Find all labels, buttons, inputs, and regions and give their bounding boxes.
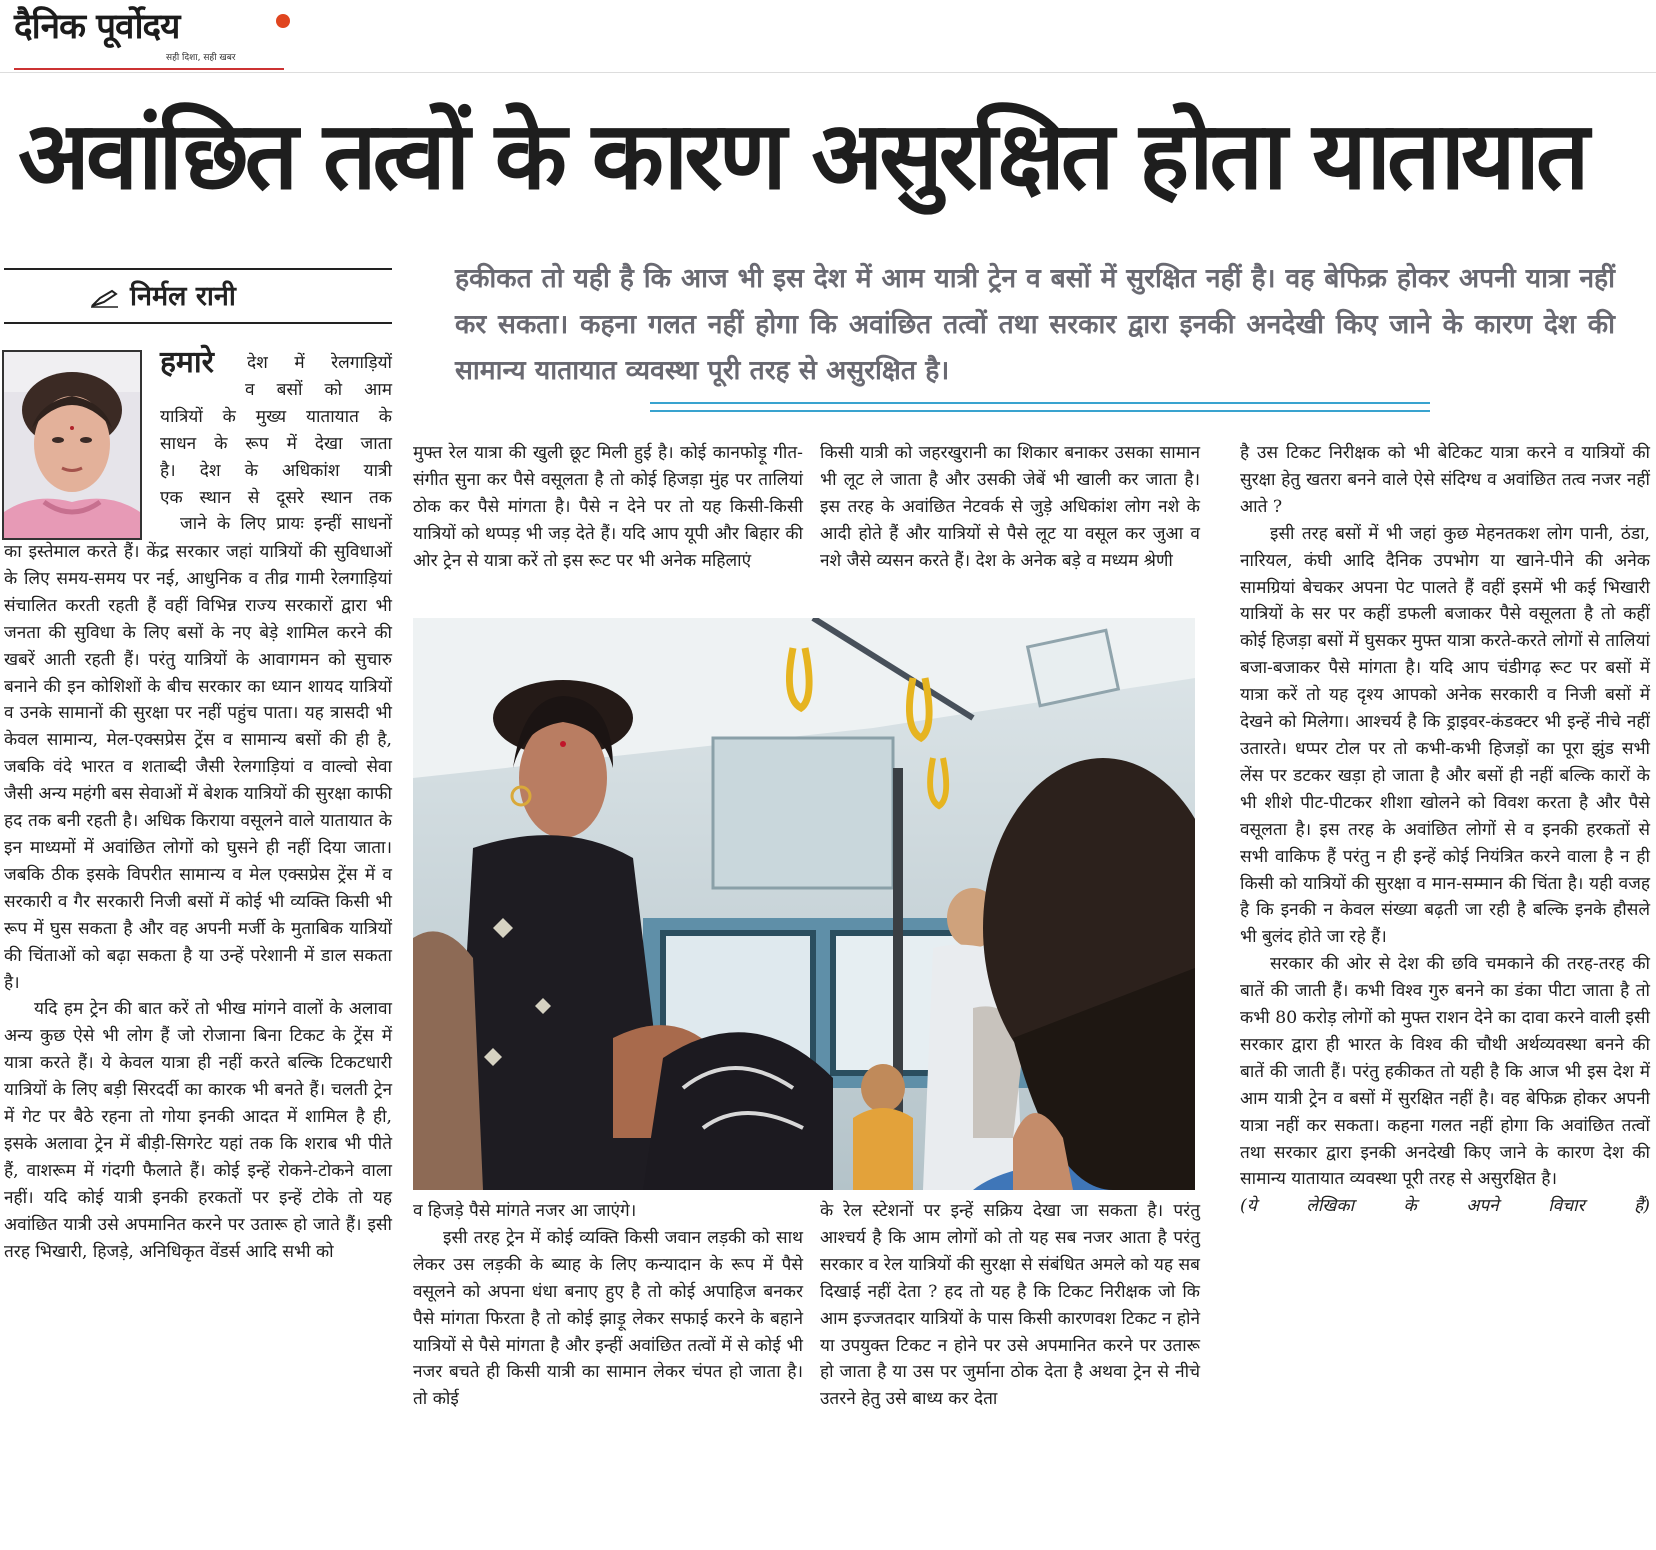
- intro-line-0: देश में रेलगाड़ियों: [247, 353, 392, 373]
- author-note: (ये लेखिका के अपने विचार हैं): [1240, 1196, 1650, 1217]
- deck-rule-1: [650, 402, 1430, 404]
- column-1-para-2: यदि हम ट्रेन की बात करें तो भीख मांगने वालों के अलावा अन्य कुछ ऐसे भी लोग हैं जो रोजाना बिना टिकट के ट्रेंस में यात्रा करते हैं। ये केवल यात्रा ही नहीं करते बल्कि टिकटधारी यात्रियों के लिए बड़ी सिरदर्दी का कारक भी बनते हैं। चलती ट्रेन में गेट पर बैठे रहना तो गोया इनकी आदत में शामिल है ही, इसके अलावा ट्रेन में बीड़ी-सिगरेट यहां तक कि शराब भी पीते हैं, वाशरूम में गंदगी फैलाते हैं। कोई इन्हें रोकने-टोकने वाला नहीं। यदि कोई यात्री इनकी हरकतों पर इन्हें टोके तो यह अवांछित यात्री उसे अपमानित करने पर उतारू हो जाते हैं। इसी तरह भिखारी, हिजड़े, अनिधिकृत वेंडर्स आदि सभी को: [4, 999, 392, 1262]
- deck-rule-2: [650, 410, 1430, 412]
- column-4: [1240, 440, 1650, 1220]
- column-3-top: [820, 440, 1200, 575]
- dropcap-word: हमारे: [160, 345, 214, 380]
- column-2-bottom-line: व हिजड़े पैसे मांगते नजर आ जाएंगे।: [413, 1201, 637, 1221]
- column-1-body: [4, 539, 392, 1265]
- column-1-intro: [160, 345, 392, 538]
- bus-photo: [413, 618, 1195, 1190]
- column-2-top: [413, 440, 803, 575]
- intro-line-6: जाने के लिए प्रायः इन्हीं साधनों: [180, 514, 392, 535]
- masthead-dot-icon: [276, 14, 290, 28]
- byline-rule-bottom: [4, 322, 392, 324]
- masthead-tagline: सही दिशा, सही खबर: [166, 53, 236, 63]
- intro-line-4: है। देश के अधिकांश यात्री: [160, 460, 392, 481]
- column-4-para-0: है उस टिकट निरीक्षक को भी बेटिकट यात्रा करने व यात्रियों की सुरक्षा हेतु खतरा बनने वाले ऐसे संदिग्ध व अवांछित तत्व नजर नहीं आते ?: [1240, 443, 1650, 517]
- column-2-bottom-para: इसी तरह ट्रेन में कोई व्यक्ति किसी जवान लड़की को साथ लेकर उस लड़की के ब्याह के लिए कन्यादान के रूप में पैसे वसूलने को अपना धंधा बनाए हुए है तो कोई अपाहिज बनकर पैसे मांगता फिरता है तो कोई झाड़ू लेकर सफाई करने के बहाने यात्रियों से पैसे मांगता है और इन्हीं अवांछित तत्वों में से कोई भी नजर बचते ही किसी यात्री का सामान लेकर चंपत हो जाता है। तो कोई: [413, 1227, 803, 1410]
- intro-line-1: व बसों को आम: [245, 379, 392, 400]
- article-deck: हकीकत तो यही है कि आज भी इस देश में आम यात्री ट्रेन व बसों में सुरक्षित नहीं है। वह बेफिक्र होकर अपनी यात्रा नहीं कर सकता। कहना गलत नहीं होगा कि अवांछित तत्वों तथा सरकार द्वारा इनकी अनदेखी किए जाने के कारण देश की सामान्य यातायात व्यवस्था पूरी तरह से असुरक्षित है।: [455, 263, 1615, 386]
- intro-line-3: साधन के रूप में देखा जाता: [160, 433, 392, 454]
- column-4-para-2: सरकार की ओर से देश की छवि चमकाने की तरह-तरह की बातें की जाती हैं। कभी विश्व गुरु बनने का डंका पीटा जाता है तो कभी 80 करोड़ लोगों को मुफ्त राशन देने का दावा करने वाली इसी सरकार द्वारा ही भारत के विश्व की चौथी अर्थव्यवस्था बनने की बातें की जाती हैं। परंतु हकीकत तो यही है कि आज भी इस देश में आम यात्री ट्रेन व बसों में सुरक्षित नहीं है। वह बेफिक्र होकर अपनी यात्रा नहीं कर सकता। कहना गलत नहीं होगा कि अवांछित तत्वों तथा सरकार द्वारा इनकी अनदेखी किए जाने के कारण देश की सामान्य यातायात व्यवस्था पूरी तरह से असुरक्षित है।: [1240, 954, 1650, 1190]
- intro-line-5: एक स्थान से दूसरे स्थान तक: [160, 487, 392, 508]
- column-3-bottom: [820, 1198, 1200, 1413]
- header-divider: [0, 72, 1656, 73]
- byline-rule-top: [4, 268, 392, 270]
- column-1-para-1: का इस्तेमाल करते हैं। केंद्र सरकार जहां यात्रियों की सुविधाओं के लिए समय-समय पर नई, आधुनिक व तीव्र गामी रेलगाड़ियां संचालित करती रहती हैं वहीं विभिन्न राज्य सरकारों द्वारा भी जनता की सुविधा के लिए बसों के नए बेड़े शामिल करने की खबरें आती रहती हैं। परंतु यात्रियों के आवागमन को सुचारु बनाने की इन कोशिशों के बीच सरकार का ध्यान शायद यात्रियों व उनके सामानों की सुरक्षा पर नहीं पहुंच पाता। यह त्रासदी भी केवल सामान्य, मेल-एक्सप्रेस ट्रेंस व सामान्य बसों की ही है, जबकि वंदे भारत व शताब्दी जैसी रेलगाड़ियां व वाल्वो सेवा जैसी अन्य महंगी बस सेवाओं में बेशक यात्रियों की सुरक्षा काफी हद तक बनी रहती है। अधिक किराया वसूलने वाले यातायात के इन माध्यमों में अवांछित लोगों को घुसने ही नहीं दिया जाता। जबकि ठीक इसके विपरीत सामान्य व मेल एक्सप्रेस ट्रेंस में व सरकारी व गैर सरकारी निजी बसों में कोई भी व्यक्ति किसी भी रूप में घुस सकता है और वह अपनी मर्जी के मुताबिक यात्रियों की चिंताओं को बढ़ा सकता है या उन्हें परेशानी में डाल सकता है।: [4, 542, 392, 993]
- masthead: [14, 6, 284, 66]
- page-title: अवांछित तत्वों के कारण असुरक्षित होता यातायात: [18, 102, 1586, 211]
- intro-line-2: यात्रियों के मुख्य यातायात के: [160, 406, 392, 427]
- column-2-top-text: मुफ्त रेल यात्रा की खुली छूट मिली हुई है। कोई कानफोड़ू गीत-संगीत सुना कर पैसे वसूलता है तो कोई हिजड़ा मुंह पर तालियां ठोक कर पैसे मांगता है। पैसे न देने पर तो यह किसी-किसी यात्रियों को थप्पड़ भी जड़ देते हैं। यदि आप यूपी और बिहार की ओर ट्रेन से यात्रा करें तो इस रूट पर भी अनेक महिलाएं: [413, 443, 803, 571]
- author-photo: [2, 350, 142, 540]
- column-2-bottom: [413, 1198, 803, 1413]
- column-3-bottom-text: के रेल स्टेशनों पर इन्हें सक्रिय देखा जा सकता है। परंतु आश्चर्य है कि आम लोगों को तो यह सब नजर आता है परंतु सरकार व रेल यात्रियों की सुरक्षा से संबंधित अमले को यह सब दिखाई नहीं देता ? हद तो यह है कि टिकट निरीक्षक जो कि आम इज्जतदार यात्रियों के पास किसी कारणवश टिकट न होने या उपयुक्त टिकट न होने पर उसे अपमानित करने पर उतारू हो जाता है या उस पर जुर्माना ठोक देता है अथवा ट्रेन से नीचे उतरने हेतु उसे बाध्य कर देता: [820, 1201, 1200, 1410]
- byline: [90, 276, 390, 313]
- author-name: निर्मल रानी: [130, 281, 236, 312]
- dropcap-line: [160, 345, 392, 380]
- column-4-para-1: इसी तरह बसों में भी जहां कुछ मेहनतकश लोग पानी, ठंडा, नारियल, कंघी आदि दैनिक उपभोग या खाने-पीने की अनेक सामग्रियां बेचकर अपना पेट पालते हैं वहीं इसमें भी कई भिखारी यात्रियों के सर पर कहीं डफली बजाकर पैसे वसूलता है तो कहीं कोई हिजड़ा बसों में घुसकर मुफ्त यात्रा करते-करते लोगों से तालियां बजा-बजाकर पैसे मांगता है। यदि आप चंडीगढ़ रूट पर बसों में यात्रा करें तो यह दृश्य आपको अनेक सरकारी व निजी बसों में देखने को मिलेगा। आश्चर्य है कि ड्राइवर-कंडक्टर भी इन्हें नीचे नहीं उतारते। धप्पर टोल पर तो कभी-कभी हिजड़ों का पूरा झुंड सभी लेंस पर डटकर खड़ा हो जाता है और बसों ही नहीं बल्कि कारों के भी शीशे पीट-पीटकर शीशा खोलने को विवश करता है और पैसे वसूलता है। इस तरह के अवांछित लोगों से व इनकी हरकतों से सभी वाकिफ हैं परंतु न ही इन्हें कोई नियंत्रित करने वाला है न ही किसी को यात्रियों की सुरक्षा व मान-सम्मान की चिंता है। यही वजह है कि इनकी न केवल संख्या बढ़ती जा रही है बल्कि इनके हौसले भी बुलंद होते जा रहे हैं।: [1240, 523, 1650, 948]
- pen-icon: [90, 288, 120, 308]
- masthead-underline: [14, 68, 284, 70]
- masthead-name: दैनिक पूर्वोदय: [14, 7, 180, 47]
- column-3-top-text: किसी यात्री को जहरखुरानी का शिकार बनाकर उसका सामान भी लूट ले जाता है और उसकी जेबें भी खाली कर जाता है। इस तरह के अवांछित नेटवर्क से जुड़े अधिकांश लोग नशे के आदी होते हैं और यात्रियों से पैसे लूट या वसूल कर जुआ व नशे जैसे व्यसन करते हैं। देश के अनेक बड़े व मध्यम श्रेणी: [820, 443, 1200, 571]
